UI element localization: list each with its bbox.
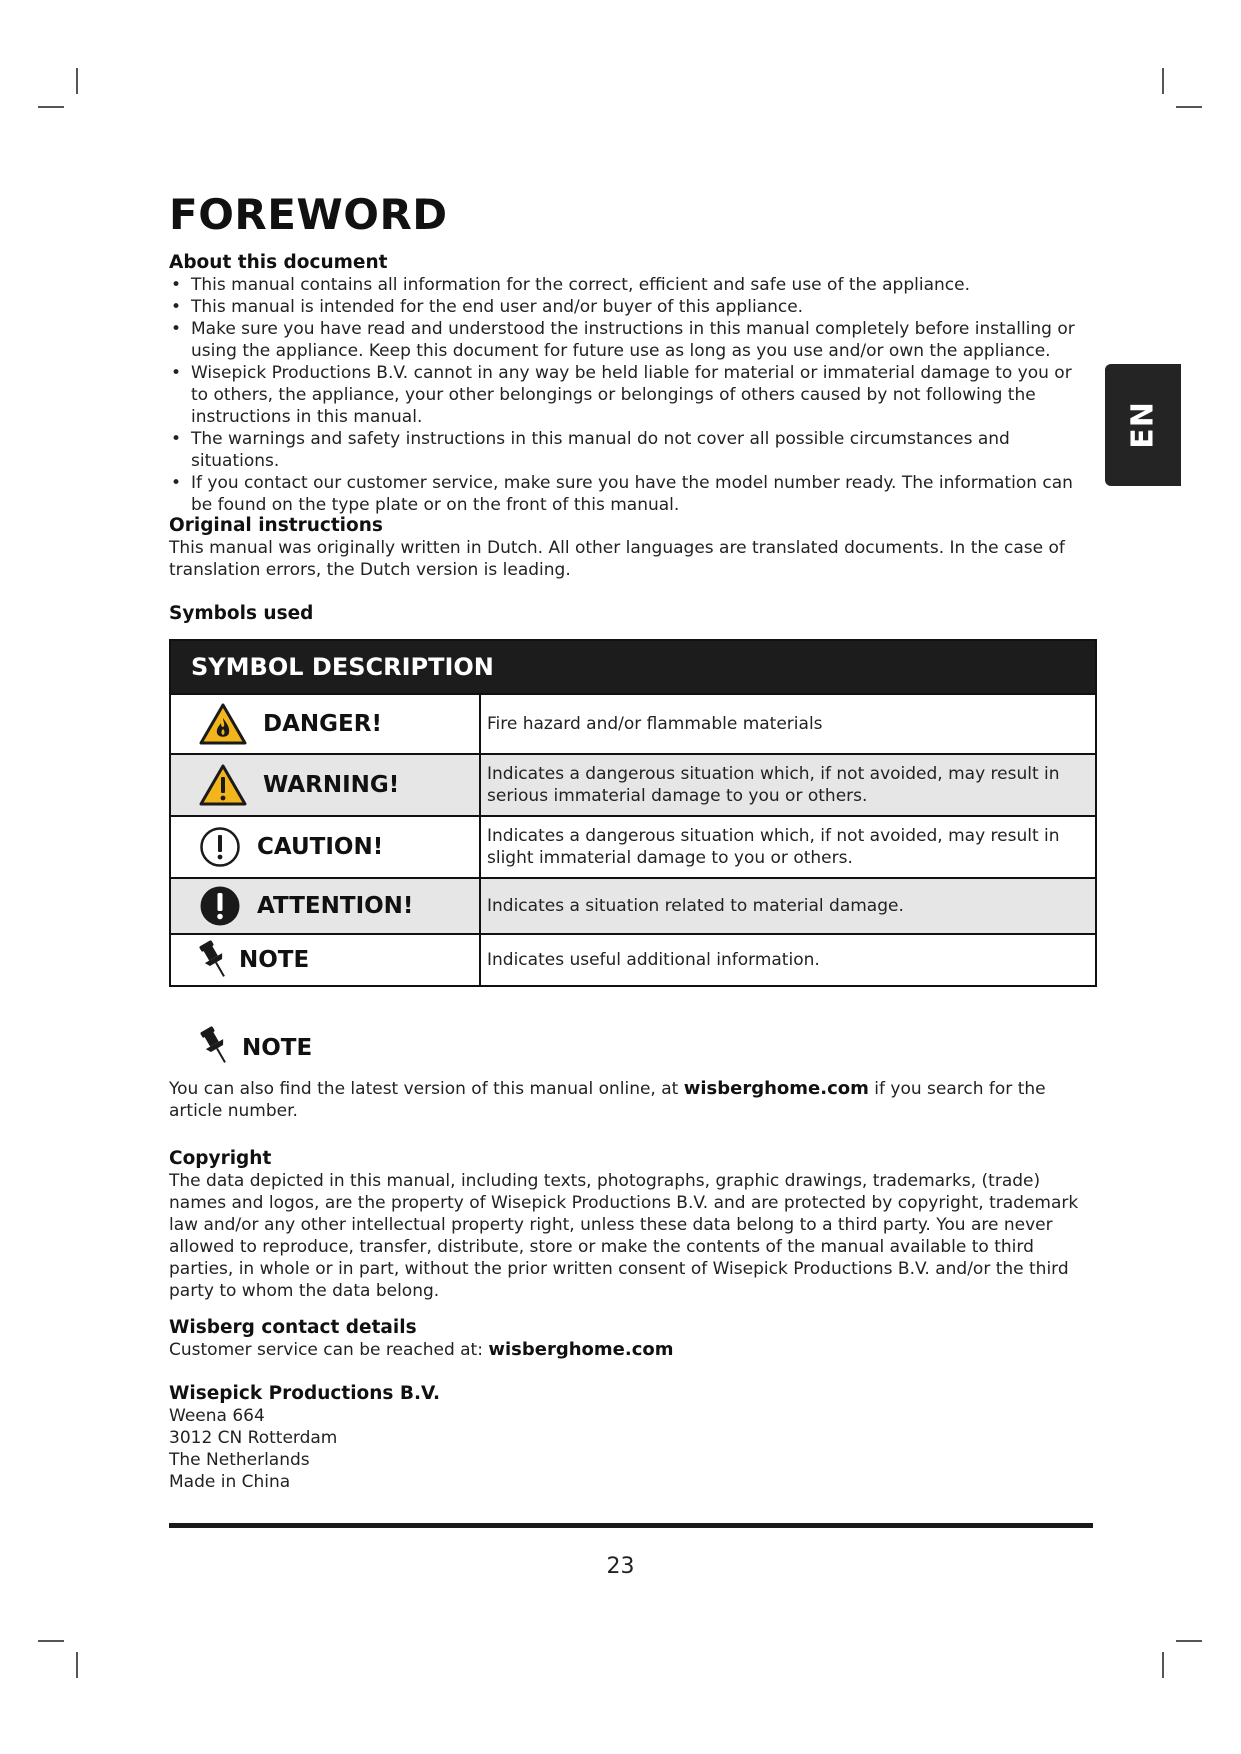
- list-item: • This manual is intended for the end user and/or buyer of this appliance.: [169, 296, 1094, 318]
- table-row: [171, 753, 1095, 815]
- symbols-section: [169, 603, 1094, 625]
- contact-text-label: Customer service can be reached at:: [169, 1340, 489, 1360]
- address-line: 3012 CN Rotterdam: [169, 1428, 338, 1448]
- crop-mark: [1162, 68, 1164, 94]
- table-row: [171, 877, 1095, 933]
- about-heading: About this document: [169, 252, 388, 273]
- crop-mark: [38, 1640, 64, 1642]
- copyright-text: The data depicted in this manual, including texts, photographs, graphic drawings, trademarks, (trade) names and logos, are the property of Wisepick Productions B.V. and are protected by copyright, trademark law and/or any other intellectual property right, unless these data belong to a third party. You are never allowed to reproduce, transfer, distribute, store or make the contents of the manual available to third parties, in whole or in part, without the prior written consent of Wisepick Productions B.V. and/or the third party to whom the data belong.: [169, 1171, 1079, 1301]
- website-link[interactable]: wisberghome.com: [488, 1339, 674, 1360]
- table-row: [171, 815, 1095, 877]
- symbol-cell: [171, 935, 481, 985]
- symbol-label: DANGER!: [263, 711, 382, 737]
- symbol-cell: [171, 879, 481, 933]
- note-section: [169, 1078, 1094, 1122]
- list-item: • The warnings and safety instructions in this manual do not cover all possible circumstances and situations.: [169, 428, 1094, 472]
- language-tab-label: EN: [1125, 401, 1161, 449]
- copyright-section: [169, 1148, 1094, 1302]
- original-heading: Original instructions: [169, 515, 383, 536]
- symbol-description: Indicates useful additional information.: [487, 950, 820, 970]
- contact-heading: Wisberg contact details: [169, 1317, 417, 1338]
- pushpin-icon: [200, 1025, 230, 1071]
- original-text: This manual was originally written in Dutch. All other languages are translated documents. In the case of translation errors, the Dutch version is leading.: [169, 538, 1065, 580]
- language-tab: [1105, 364, 1181, 486]
- crop-mark: [38, 106, 64, 108]
- symbol-description: Indicates a situation related to material damage.: [487, 896, 904, 916]
- symbol-label: NOTE: [239, 947, 310, 973]
- about-bullet-list: [169, 274, 1094, 516]
- symbol-description: Fire hazard and/or flammable materials: [487, 714, 823, 734]
- symbol-description: Indicates a dangerous situation which, if not avoided, may result in slight immaterial damage to you or others.: [487, 826, 1060, 868]
- exclamation-circle-filled-icon: [199, 885, 241, 927]
- symbol-description: Indicates a dangerous situation which, if not avoided, may result in serious immaterial damage to you or others.: [487, 764, 1060, 806]
- note-text: [169, 1078, 1094, 1122]
- symbols-heading: Symbols used: [169, 603, 314, 624]
- note-label: NOTE: [242, 1035, 313, 1061]
- contact-section: [169, 1317, 1094, 1361]
- exclamation-circle-outline-icon: [199, 826, 241, 868]
- crop-mark: [76, 68, 78, 94]
- original-instructions-section: [169, 515, 1094, 581]
- note-heading: [200, 1025, 312, 1071]
- note-text-after: if you search for the article number.: [169, 1079, 1046, 1121]
- symbol-table: [169, 639, 1097, 987]
- symbol-label: CAUTION!: [257, 834, 384, 860]
- list-item: • This manual contains all information for the correct, efficient and safe use of the appliance.: [169, 274, 1094, 296]
- about-section: [169, 252, 1094, 516]
- company-section: [169, 1383, 1094, 1493]
- crop-mark: [76, 1652, 78, 1678]
- fire-warning-triangle-icon: [199, 702, 247, 746]
- symbol-cell: [171, 755, 481, 815]
- symbol-table-header: SYMBOL DESCRIPTION: [171, 641, 1095, 693]
- page-number: 23: [606, 1554, 635, 1579]
- website-link[interactable]: wisberghome.com: [683, 1078, 869, 1099]
- crop-mark: [1162, 1652, 1164, 1678]
- address-line: Made in China: [169, 1472, 291, 1492]
- page-title: FOREWORD: [169, 190, 448, 239]
- symbol-cell: [171, 695, 481, 753]
- exclamation-triangle-icon: [199, 763, 247, 807]
- footer-divider: [169, 1523, 1093, 1528]
- symbol-cell: [171, 817, 481, 877]
- symbol-label: ATTENTION!: [257, 893, 414, 919]
- symbol-label: WARNING!: [263, 772, 400, 798]
- list-item: • If you contact our customer service, make sure you have the model number ready. The information can be found on the type plate or on the front of this manual.: [169, 472, 1094, 516]
- crop-mark: [1176, 106, 1202, 108]
- pushpin-icon: [199, 939, 229, 981]
- contact-text: [169, 1339, 1094, 1361]
- copyright-heading: Copyright: [169, 1148, 272, 1169]
- list-item: • Make sure you have read and understood the instructions in this manual completely before installing or using the appliance. Keep this document for future use as long as you use and/or own the appliance.: [169, 318, 1094, 362]
- company-name: Wisepick Productions B.V.: [169, 1383, 440, 1404]
- address-line: Weena 664: [169, 1406, 265, 1426]
- table-row: [171, 693, 1095, 753]
- list-item: • Wisepick Productions B.V. cannot in any way be held liable for material or immaterial damage to you or to others, the appliance, your other belongings or belongings of others caused by not following the instructions in this manual.: [169, 362, 1094, 428]
- table-row: [171, 933, 1095, 985]
- crop-mark: [1176, 1640, 1202, 1642]
- note-text-before: You can also find the latest version of this manual online, at: [169, 1079, 684, 1099]
- address-line: The Netherlands: [169, 1450, 310, 1470]
